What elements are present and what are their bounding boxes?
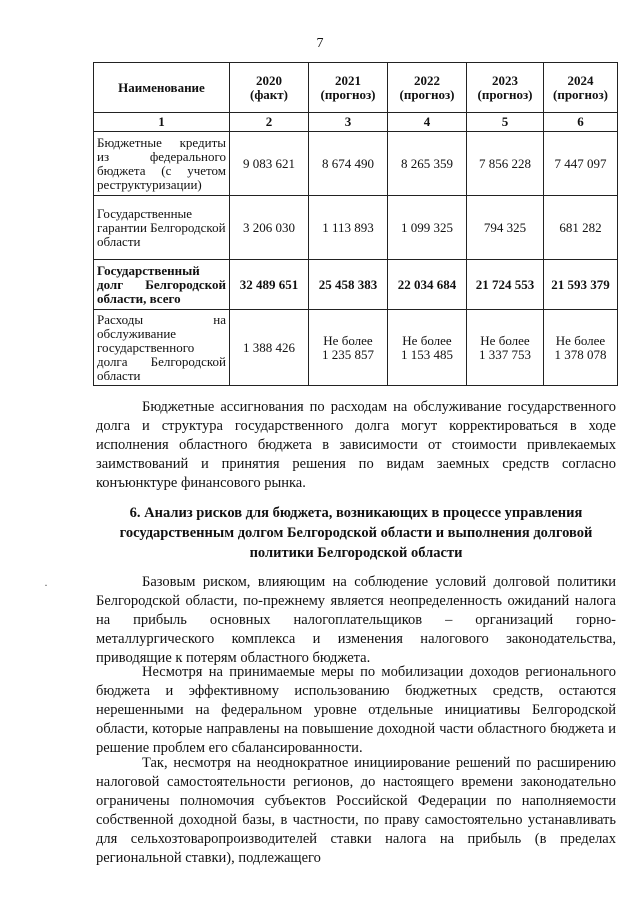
- table-row-total: [94, 260, 618, 310]
- cell-value: 1 099 325: [388, 196, 467, 260]
- paragraph: Так, несмотря на неоднократное инициирование решений по расширению налоговой самостоятельности регионов, до настоящего времени законодательно ограничены полномочия субъектов Российской Федерации по наполняемости собственной доходной базы, в частности, по праву самостоятельно устанавливать для сельхозтоваропроизводителей ставки налога на прибыль (в пределах региональной ставки), подлежащего: [96, 755, 616, 866]
- paragraph: Несмотря на принимаемые меры по мобилизации доходов регионального бюджета и эффективному использованию бюджетных средств, остаются нерешенными на федеральном уровне отдельные инициативы Белгородской области, которые направлены на повышение доходной части областного бюджета и решение проблем его сбалансированности.: [96, 664, 616, 756]
- section-heading: 6. Анализ рисков для бюджета, возникающих в процессе управления государственным долгом Белгородской области и выполнения долговой политики Белгородской области: [119, 505, 593, 561]
- cell-value: Не более 1 337 753: [467, 310, 544, 386]
- column-number: 1: [94, 113, 230, 132]
- cell-value: 8 674 490: [309, 132, 388, 196]
- table-row: [94, 310, 618, 386]
- cell-value: Не более 1 153 485: [388, 310, 467, 386]
- column-number: 3: [309, 113, 388, 132]
- cell-value: 32 489 651: [230, 260, 309, 310]
- column-number-row: [94, 113, 618, 132]
- column-number: 4: [388, 113, 467, 132]
- row-label: Бюджетные кредиты из федерального бюджета (с учетом реструктуризации): [94, 132, 230, 196]
- table-row: [94, 132, 618, 196]
- cell-value: 3 206 030: [230, 196, 309, 260]
- header-2022: 2022 (прогноз): [388, 63, 467, 113]
- header-2021: 2021 (прогноз): [309, 63, 388, 113]
- table-header-row: [94, 63, 618, 113]
- cell-value: 794 325: [467, 196, 544, 260]
- header-2024: 2024 (прогноз): [544, 63, 618, 113]
- row-label: Государственные гарантии Белгородской области: [94, 196, 230, 260]
- table-row: [94, 196, 618, 260]
- column-number: 2: [230, 113, 309, 132]
- header-2020: 2020 (факт): [230, 63, 309, 113]
- row-label: Расходы на обслуживание государственного долга Белгородской области: [94, 310, 230, 386]
- cell-value: 1 113 893: [309, 196, 388, 260]
- column-number: 6: [544, 113, 618, 132]
- page-number: 7: [316, 36, 324, 51]
- cell-value: 9 083 621: [230, 132, 309, 196]
- cell-value: 1 388 426: [230, 310, 309, 386]
- cell-value: 7 856 228: [467, 132, 544, 196]
- cell-value: 7 447 097: [544, 132, 618, 196]
- header-2023: 2023 (прогноз): [467, 63, 544, 113]
- paragraph: Базовым риском, влияющим на соблюдение условий долговой политики Белгородской области, по-прежнему является неопределенность ожиданий налога на прибыль основных налогоплательщиков – организаций горно-металлургического комплекса и изменения налогового законодательства, приводящие к потерям областного бюджета.: [96, 574, 616, 666]
- cell-value: 681 282: [544, 196, 618, 260]
- cell-value: 21 593 379: [544, 260, 618, 310]
- debt-table: [93, 62, 618, 386]
- cell-value: 21 724 553: [467, 260, 544, 310]
- cell-value: 25 458 383: [309, 260, 388, 310]
- header-name: Наименование: [94, 63, 230, 113]
- margin-mark: ·: [44, 578, 48, 592]
- cell-value: 8 265 359: [388, 132, 467, 196]
- cell-value: Не более 1 235 857: [309, 310, 388, 386]
- row-label: Государственный долг Белгородской области, всего: [94, 260, 230, 310]
- cell-value: Не более 1 378 078: [544, 310, 618, 386]
- paragraph: Бюджетные ассигнования по расходам на обслуживание государственного долга и структура государственного долга могут корректироваться в ходе исполнения областного бюджета в зависимости от стоимости привлекаемых заимствований и принятия решения по видам заемных средств согласно конъюнктуре финансового рынка.: [96, 399, 616, 491]
- column-number: 5: [467, 113, 544, 132]
- cell-value: 22 034 684: [388, 260, 467, 310]
